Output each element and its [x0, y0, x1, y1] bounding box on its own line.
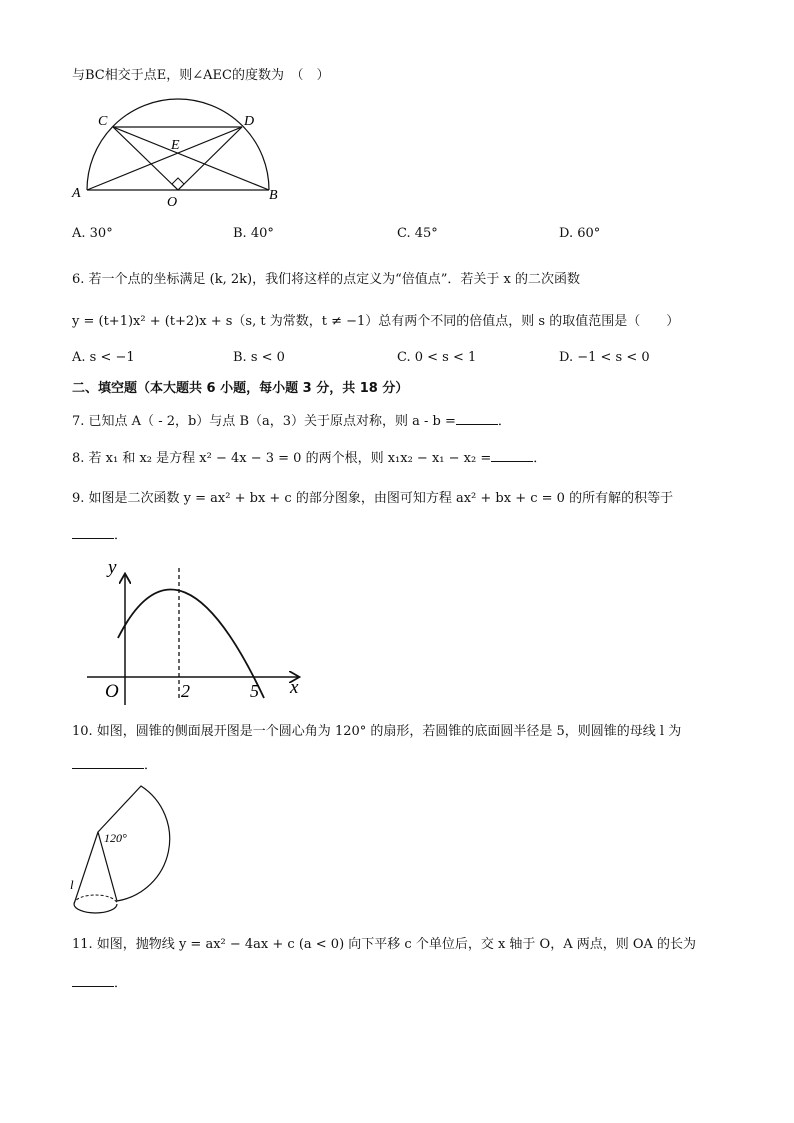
q6-option-a[interactable]: A. s < −1: [72, 350, 135, 365]
q11-text: 11. 如图，抛物线 y = ax² − 4ax + c (a < 0) 向下平移 c 个单位后，交 x 轴于 O，A 两点，则 OA 的长为: [72, 937, 697, 952]
label-tick-2: 2: [181, 681, 190, 701]
label-o: O: [167, 195, 178, 210]
q5-option-d[interactable]: D. 60°: [559, 226, 601, 241]
q6-option-b[interactable]: B. s < 0: [233, 350, 285, 365]
q9-end: ．: [114, 528, 128, 543]
q5-option-a[interactable]: A. 30°: [72, 226, 113, 241]
q11-answer: [72, 974, 127, 993]
q10-text: 10. 如图，圆锥的侧面展开图是一个圆心角为 120° 的扇形，若圆锥的底面圆半径是 5，则圆锥的母线 l 为: [72, 724, 682, 739]
q5-option-c[interactable]: C. 45°: [397, 226, 438, 241]
q7-text: 7. 已知点 A（ - 2，b）与点 B（a，3）关于原点对称，则 a - b =: [72, 414, 456, 429]
label-b: B: [269, 188, 278, 203]
q10-end: ．: [144, 758, 158, 773]
cone-base-front: [74, 904, 117, 913]
label-x-axis: x: [290, 677, 299, 698]
q6-line2: y = (t+1)x² + (t+2)x + s（s, t 为常数，t ≠ −1）总有两个不同的倍值点，则 s 的取值范围是（ ）: [72, 314, 680, 329]
q5-option-b[interactable]: B. 40°: [233, 226, 274, 241]
q9-text: 9. 如图是二次函数 y = ax² + bx + c 的部分图象，由图可知方程 ax² + bx + c = 0 的所有解的积等于: [72, 491, 674, 506]
label-tick-5: 5: [250, 681, 259, 701]
label-l: l: [70, 877, 74, 892]
cone-base-back: [74, 895, 117, 904]
q11-end: ．: [114, 976, 128, 991]
label-c: C: [98, 114, 108, 129]
cone-slant-left: [74, 832, 98, 904]
section-2-heading: 二、填空题（本大题共 6 小题，每小题 3 分，共 18 分）: [72, 381, 409, 396]
q6-option-d[interactable]: D. −1 < s < 0: [559, 350, 650, 365]
q6-option-c[interactable]: C. 0 < s < 1: [397, 350, 477, 365]
q6-line1: 6. 若一个点的坐标满足 (k, 2k)，我们将这样的点定义为“倍值点”．若关于 x 的二次函数: [72, 272, 580, 287]
q11-answer-blank[interactable]: [72, 974, 114, 987]
label-angle: 120°: [104, 831, 127, 845]
q8-end: ．: [533, 451, 547, 466]
q8-text: 8. 若 x₁ 和 x₂ 是方程 x² − 4x − 3 = 0 的两个根，则 x₁x₂ − x₁ − x₂ =: [72, 451, 492, 466]
label-e: E: [171, 138, 180, 153]
label-d: D: [244, 114, 255, 129]
q7-end: ．: [497, 414, 511, 429]
label-origin: O: [105, 681, 119, 702]
label-y-axis: y: [108, 557, 117, 578]
q5-stem-tail: 与BC相交于点E，则∠AEC的度数为 （ ）: [72, 68, 330, 83]
label-a: A: [72, 186, 81, 201]
